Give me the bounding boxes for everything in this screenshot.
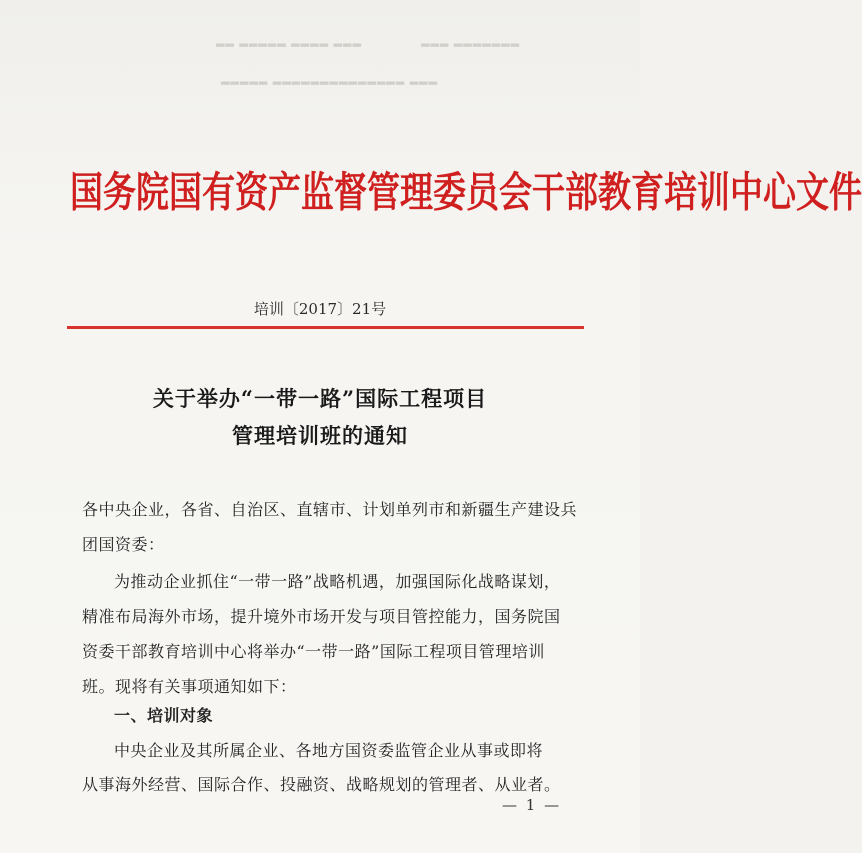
paragraph-line: 为推动企业抓住“一带一路”战略机遇，加强国际化战略谋划， xyxy=(114,572,561,591)
section-heading: 一、培训对象 xyxy=(114,706,214,725)
paragraph-line: 精准布局海外市场，提升境外市场开发与项目管控能力，国务院国 xyxy=(82,607,561,626)
paragraph-line: 班。现将有关事项通知如下： xyxy=(82,677,297,696)
show-through-text: ▂▂▂▂▂▂▂ ▂▂▂ xyxy=(420,34,520,47)
addressee-line-2: 团国资委： xyxy=(82,535,165,554)
paragraph-line: 中央企业及其所属企业、各地方国资委监管企业从事或即将 xyxy=(114,741,544,760)
addressee-line-1: 各中央企业，各省、自治区、直辖市、计划单列市和新疆生产建设兵 xyxy=(82,500,578,519)
show-through-text: ▂▂▂ ▂▂▂▂▂▂▂▂▂▂▂▂▂▂ ▂▂▂▂▂ xyxy=(220,72,438,85)
paragraph-line: 从事海外经营、国际合作、投融资、战略规划的管理者、从业者。 xyxy=(82,775,561,794)
paragraph-line: 资委干部教育培训中心将举办“一带一路”国际工程项目管理培训 xyxy=(82,642,545,661)
show-through-text: ▂▂▂ ▂▂▂▂ ▂▂▂▂▂ ▂▂ xyxy=(215,34,361,47)
red-separator-rule xyxy=(67,326,584,329)
notice-title-line-1: 关于举办“一带一路”国际工程项目 xyxy=(152,386,488,411)
page-number: — 1 — xyxy=(502,796,562,814)
document-number: 培训〔2017〕21号 xyxy=(253,300,387,318)
issuer-header: 国务院国有资产监督管理委员会干部教育培训中心文件 xyxy=(70,167,862,217)
notice-title-line-2: 管理培训班的通知 xyxy=(232,423,408,448)
